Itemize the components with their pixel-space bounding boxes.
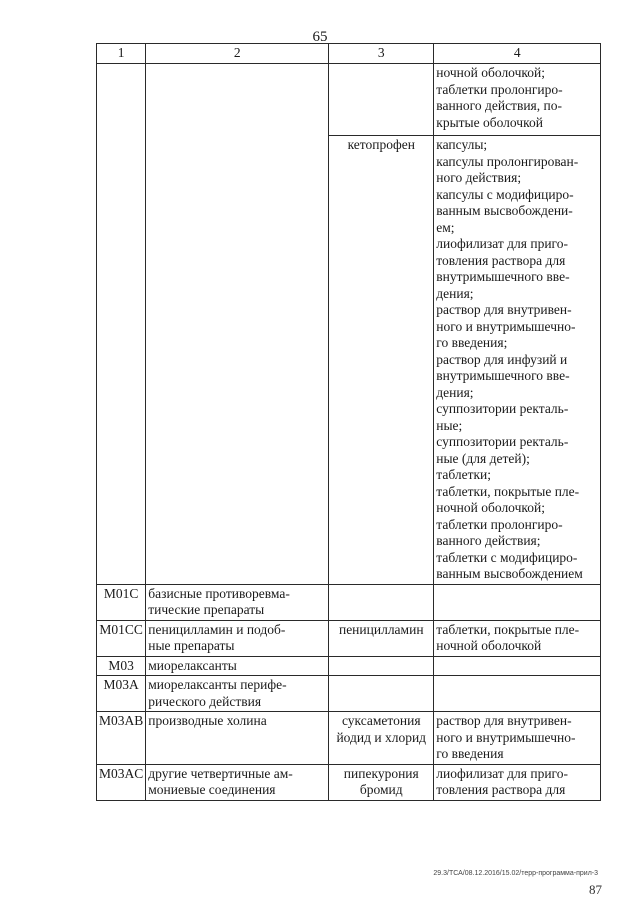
drug-name-cell: пеницилламин: [329, 620, 434, 656]
atc-code-cell: M01C: [97, 584, 146, 620]
dosage-form-line: ночной оболочкой;: [436, 500, 545, 515]
group-name-line: ные препараты: [148, 638, 235, 653]
dosage-form-line: раствор для инфузий и: [436, 351, 568, 367]
group-name-cell: [146, 64, 329, 585]
dosage-form-line: товления раствора для: [436, 252, 566, 268]
dosage-form-line: ванного действия, по-: [436, 98, 562, 113]
group-name-line: базисные противоревма-: [148, 585, 290, 601]
group-name-cell: [146, 712, 329, 765]
group-name-cell: [146, 656, 329, 676]
atc-code-cell: M03AC: [97, 764, 146, 800]
dosage-form-line: крытые оболочкой: [436, 114, 543, 130]
dosage-form-line: ночной оболочкой: [436, 638, 542, 653]
group-name-line: другие четвертичные ам-: [148, 765, 293, 781]
dosage-form-line: таблетки, покрытые пле-: [436, 483, 580, 499]
dosage-form-line: ем;: [436, 219, 455, 235]
column-header: 1: [97, 44, 146, 64]
dosage-form-line: раствор для внутривен-: [436, 713, 572, 728]
dosage-form-line: таблетки пролонгиро-: [436, 81, 563, 97]
drug-name-cell: [329, 656, 434, 676]
atc-code-cell: M03AB: [97, 712, 146, 765]
document-reference-code: 29.3/ТСА/08.12.2016/15.02/терр-программа-прил-3: [433, 870, 598, 877]
dosage-forms-cell: [434, 712, 601, 765]
dosage-form-line: дения;: [436, 384, 474, 400]
dosage-form-line: ного и внутримышечно-: [436, 729, 576, 745]
group-name-cell: [146, 676, 329, 712]
dosage-form-line: суппозитории ректаль-: [436, 401, 569, 416]
table-row: [97, 676, 601, 712]
table-row: [97, 656, 601, 676]
group-name-cell: [146, 584, 329, 620]
dosage-form-line: го введения: [436, 746, 504, 761]
dosage-form-line: капсулы пролонгирован-: [436, 153, 579, 169]
drug-name-cell: суксаметония йодид и хлорид: [329, 712, 434, 765]
dosage-form-line: таблетки пролонгиро-: [436, 516, 563, 532]
dosage-form-line: внутримышечного вве-: [436, 368, 570, 383]
drug-name-cell: [329, 584, 434, 620]
dosage-forms-cell: [434, 676, 601, 712]
dosage-form-line: ные;: [436, 417, 463, 433]
group-name-cell: [146, 764, 329, 800]
dosage-forms-cell: [434, 136, 601, 585]
dosage-form-line: таблетки;: [436, 467, 492, 482]
group-name-line: миорелаксанты: [148, 657, 237, 673]
atc-code-cell: M03A: [97, 676, 146, 712]
group-name-line: производные холина: [148, 713, 267, 728]
table-row: [97, 64, 601, 136]
dosage-form-line: внутримышечного вве-: [436, 269, 570, 284]
page-number: 65: [312, 29, 328, 45]
drug-name-cell: кетопрофен: [329, 136, 434, 585]
dosage-form-line: го введения;: [436, 335, 508, 350]
drug-name-cell: [329, 64, 434, 136]
dosage-forms-cell: [434, 64, 601, 136]
dosage-form-line: раствор для внутривен-: [436, 302, 572, 317]
atc-code-cell: M01CC: [97, 620, 146, 656]
group-name-line: мониевые соединения: [148, 782, 276, 797]
dosage-form-line: капсулы;: [436, 137, 488, 152]
dosage-form-line: товления раствора для: [436, 782, 566, 797]
dosage-form-line: ночной оболочкой;: [436, 65, 545, 80]
dosage-form-line: суппозитории ректаль-: [436, 434, 569, 449]
dosage-form-line: таблетки, покрытые пле-: [436, 621, 580, 637]
drug-list-table: [96, 43, 601, 801]
dosage-form-line: ванным высвобождени-: [436, 203, 573, 218]
column-header: 2: [146, 44, 329, 64]
group-name-line: пеницилламин и подоб-: [148, 621, 286, 637]
dosage-form-line: лиофилизат для приго-: [436, 236, 568, 251]
table-row: [97, 712, 601, 765]
dosage-form-line: дения;: [436, 285, 474, 301]
dosage-forms-cell: [434, 620, 601, 656]
dosage-form-line: ванным высвобождением: [436, 566, 583, 581]
dosage-form-line: лиофилизат для приго-: [436, 765, 568, 781]
sheet-number: 87: [589, 882, 602, 897]
drug-name-cell: [329, 676, 434, 712]
table-row: [97, 620, 601, 656]
dosage-form-line: ванного действия;: [436, 533, 541, 548]
dosage-forms-cell: [434, 656, 601, 676]
column-header: 4: [434, 44, 601, 64]
table-row: [97, 764, 601, 800]
dosage-form-line: ные (для детей);: [436, 450, 530, 466]
drug-name-cell: пипекурония бромид: [329, 764, 434, 800]
table-row: [97, 584, 601, 620]
table-header-row: [97, 44, 601, 64]
dosage-form-line: таблетки с модифициро-: [436, 549, 578, 565]
dosage-form-line: ного и внутримышечно-: [436, 318, 576, 334]
atc-code-cell: [97, 64, 146, 585]
atc-code-cell: M03: [97, 656, 146, 676]
dosage-form-line: ного действия;: [436, 170, 522, 185]
dosage-forms-cell: [434, 584, 601, 620]
group-name-line: тические препараты: [148, 602, 265, 617]
column-header: 3: [329, 44, 434, 64]
group-name-cell: [146, 620, 329, 656]
dosage-form-line: капсулы с модифициро-: [436, 186, 574, 202]
dosage-forms-cell: [434, 764, 601, 800]
group-name-line: миорелаксанты перифе-: [148, 677, 287, 692]
group-name-line: рического действия: [148, 693, 262, 709]
